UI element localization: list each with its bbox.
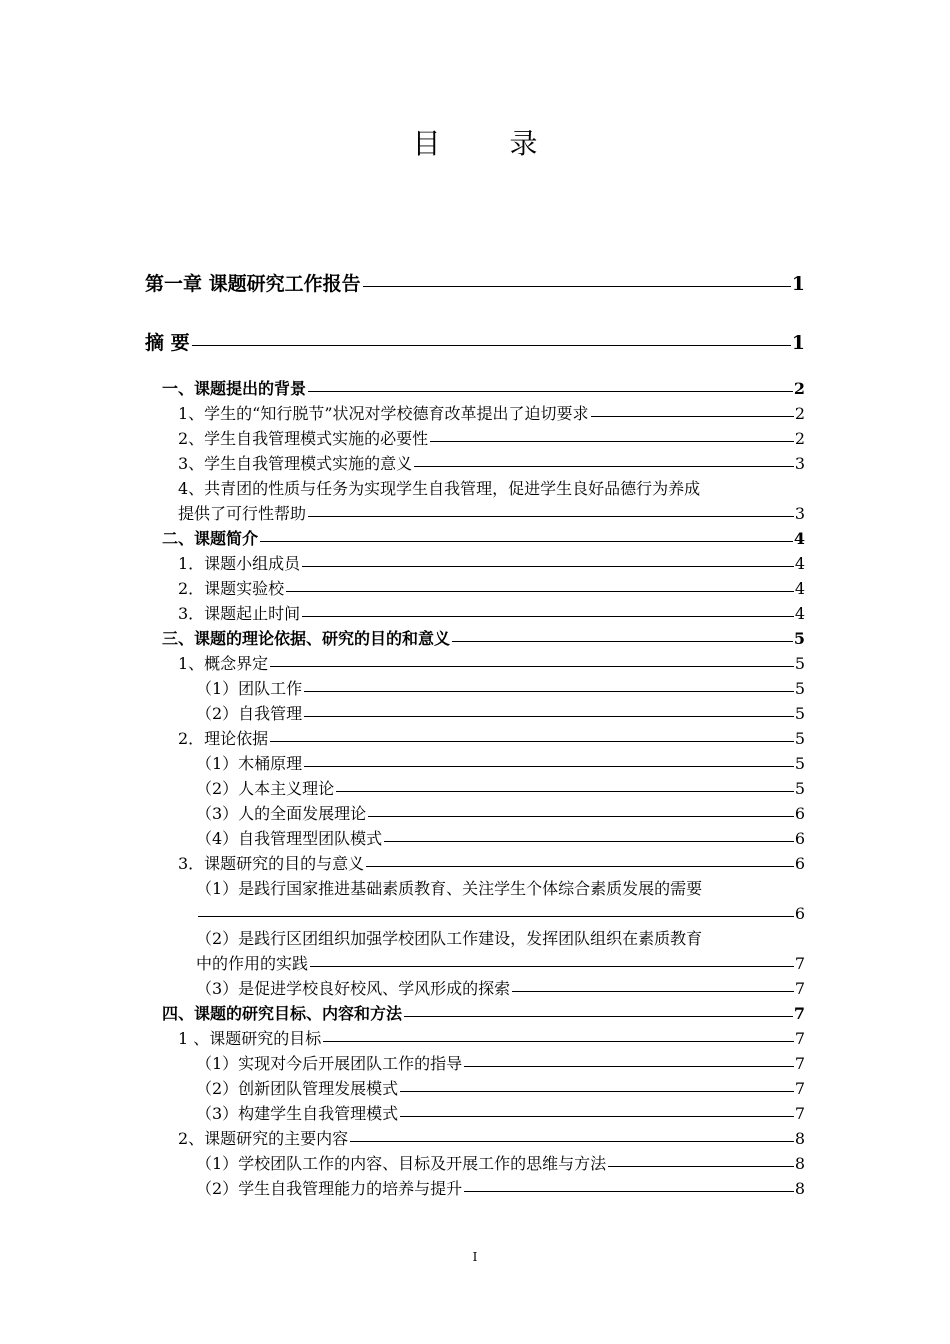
toc-entry-4-2-2[interactable]: （2）学生自我管理能力的培养与提升 8 (196, 1179, 805, 1198)
dotted-leader (363, 286, 791, 288)
toc-entry-chapter-1[interactable] (145, 270, 805, 298)
toc-title: 目 录 (412, 127, 568, 160)
dotted-leader (192, 345, 791, 347)
toc-entry-4-1[interactable]: 1 、课题研究的目标 7 (178, 1029, 805, 1048)
toc-entry-3-1-2[interactable]: （2）自我管理 5 (196, 704, 805, 723)
dotted-leader (430, 441, 794, 442)
dotted-leader (384, 841, 794, 842)
toc-entry-section-1[interactable]: 一、课题提出的背景 2 (162, 379, 805, 398)
dotted-leader (302, 616, 794, 617)
toc-entry-3-3-2[interactable]: 中的作用的实践 7 (196, 954, 805, 973)
toc-entry-3-3-3[interactable]: （3）是促进学校良好校风、学风形成的探索 7 (196, 979, 805, 998)
dotted-leader (323, 1041, 794, 1042)
dotted-leader (512, 991, 794, 992)
toc-entry-3-2-3[interactable]: （3）人的全面发展理论 6 (196, 804, 805, 823)
toc-entry-3-3-1[interactable]: 6 (196, 902, 805, 926)
toc-entry-section-4[interactable]: 四、课题的研究目标、内容和方法 7 (162, 1004, 805, 1023)
toc-entry-4-1-3[interactable]: （3）构建学生自我管理模式 7 (196, 1104, 805, 1123)
toc-entry-1-2[interactable]: 2、学生自我管理模式实施的必要性 2 (178, 429, 805, 448)
dotted-leader (414, 466, 794, 467)
dotted-leader (452, 641, 793, 643)
dotted-leader (286, 591, 794, 592)
toc-entry-2-1[interactable]: 1．课题小组成员 4 (178, 554, 805, 573)
toc-entry-4-2-1[interactable]: （1）学校团队工作的内容、目标及开展工作的思维与方法 8 (196, 1154, 805, 1173)
toc-entry-1-4[interactable]: 提供了可行性帮助 3 (178, 504, 805, 523)
toc-entry-3-1-1[interactable]: （1）团队工作 5 (196, 679, 805, 698)
dotted-leader (304, 716, 794, 717)
toc-entry-1-3[interactable]: 3、学生自我管理模式实施的意义 3 (178, 454, 805, 473)
toc-entry-3-2[interactable]: 2．理论依据 5 (178, 729, 805, 748)
page-number: I (472, 1250, 478, 1264)
dotted-leader (404, 1016, 793, 1018)
toc-entry-3-1[interactable]: 1、概念界定 5 (178, 654, 805, 673)
dotted-leader (591, 416, 794, 417)
toc-entry-3-3-1-line1[interactable]: （1）是践行国家推进基础素质教育、关注学生个体综合素质发展的需要 (196, 879, 703, 898)
dotted-leader (366, 866, 794, 867)
dotted-leader (308, 391, 793, 393)
toc-page-number: 1 (791, 332, 805, 354)
toc-entry-text: 第一章 课题研究工作报告 (145, 273, 361, 295)
dotted-leader (400, 1116, 794, 1117)
toc-entry-2-3[interactable]: 3．课题起止时间 4 (178, 604, 805, 623)
toc-entry-1-1[interactable]: 1、学生的“知行脱节”状况对学校德育改革提出了迫切要求 2 (178, 404, 805, 423)
dotted-leader (336, 791, 794, 792)
dotted-leader (302, 566, 794, 567)
dotted-leader (368, 816, 794, 817)
toc-entry-text: 摘 要 (145, 332, 190, 354)
toc-entry-2-2[interactable]: 2．课题实验校 4 (178, 579, 805, 598)
dotted-leader (304, 691, 794, 692)
dotted-leader (260, 541, 793, 543)
dotted-leader (198, 916, 794, 917)
toc-entry-3-2-4[interactable]: （4）自我管理型团队模式 6 (196, 829, 805, 848)
dotted-leader (270, 741, 794, 742)
dotted-leader (464, 1191, 794, 1192)
toc-entry-section-2[interactable]: 二、课题简介 4 (162, 529, 805, 548)
toc-entry-section-3[interactable]: 三、课题的理论依据、研究的目的和意义 5 (162, 629, 805, 648)
dotted-leader (310, 966, 794, 967)
toc-entry-3-2-2[interactable]: （2）人本主义理论 5 (196, 779, 805, 798)
dotted-leader (270, 666, 794, 667)
toc-entry-4-1-1[interactable]: （1）实现对今后开展团队工作的指导 7 (196, 1054, 805, 1073)
toc-entry-4-1-2[interactable]: （2）创新团队管理发展模式 7 (196, 1079, 805, 1098)
toc-entry-4-2[interactable]: 2、课题研究的主要内容 8 (178, 1129, 805, 1148)
toc-entry-abstract[interactable] (145, 329, 805, 357)
toc-entry-3-3[interactable]: 3．课题研究的目的与意义 6 (178, 854, 805, 873)
dotted-leader (350, 1141, 794, 1142)
toc-page-number: 1 (791, 273, 805, 295)
dotted-leader (464, 1066, 794, 1067)
toc-entry-1-4-line1[interactable]: 4、共青团的性质与任务为实现学生自我管理，促进学生良好品德行为养成 (178, 479, 701, 498)
dotted-leader (304, 766, 794, 767)
dotted-leader (308, 516, 794, 517)
toc-entry-3-3-2-line1[interactable]: （2）是践行区团组织加强学校团队工作建设，发挥团队组织在素质教育 (196, 929, 703, 948)
dotted-leader (400, 1091, 794, 1092)
toc-entry-3-2-1[interactable]: （1）木桶原理 5 (196, 754, 805, 773)
dotted-leader (608, 1166, 794, 1167)
